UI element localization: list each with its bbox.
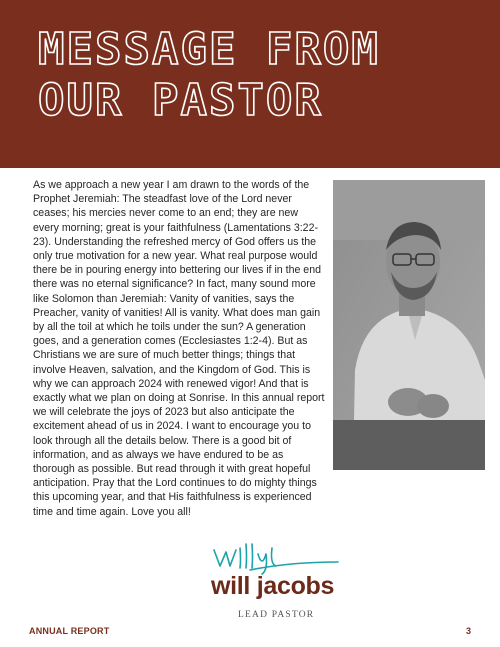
page-title: MESSAGE FROM OUR PASTOR <box>38 24 380 126</box>
pastor-message: As we approach a new year I am drawn to the words of the Prophet Jeremiah: The steadfast love of the Lord never ceases; his mercies never come to an end; they are new every morning; great is your faithfulness (Lamentations 3:22-23). Understanding the refreshed mercy of God offers us the only true motivation for a new year. What real purpose would there be in pouring energy into bettering our lives if in the end there was no eternal significance? In fact, many sound more like Solomon than Jeremiah: Vanity of vanities, says the Preacher, vanity of vanities! All is vanity. What does man gain by all the toil at which he toils under the sun? A generation goes, and a generation comes (Ecclesiastes 1:2-4). But as Christians we are sure of much better things; things that involve Heaven, salvation, and the Kingdom of God. This is why we can approach 2024 with renewed vigor! And that is exactly what we plan on doing at Sonrise. In this annual report we will celebrate the joys of 2023 but also anticipate the excitement ahead of us in 2024. I want to encourage you to look through all the details below. There is a good bit of information, and as always we have endured to be as thorough as possible. But read through it with great hopeful anticipation. Pray that the Lord continues to do mighty things this upcoming year, and that His faithfulness is experienced time and time again. Love you all! <box>33 179 325 518</box>
pastor-name: will jacobs <box>211 572 335 600</box>
signature-mark <box>210 540 340 576</box>
pastor-portrait-image <box>333 180 485 470</box>
pastor-role: LEAD PASTOR <box>238 610 315 620</box>
footer-report-label: ANNUAL REPORT <box>29 626 110 636</box>
page-number: 3 <box>466 626 472 636</box>
handwritten-signature-icon <box>210 540 340 576</box>
pastor-photo <box>333 180 485 470</box>
